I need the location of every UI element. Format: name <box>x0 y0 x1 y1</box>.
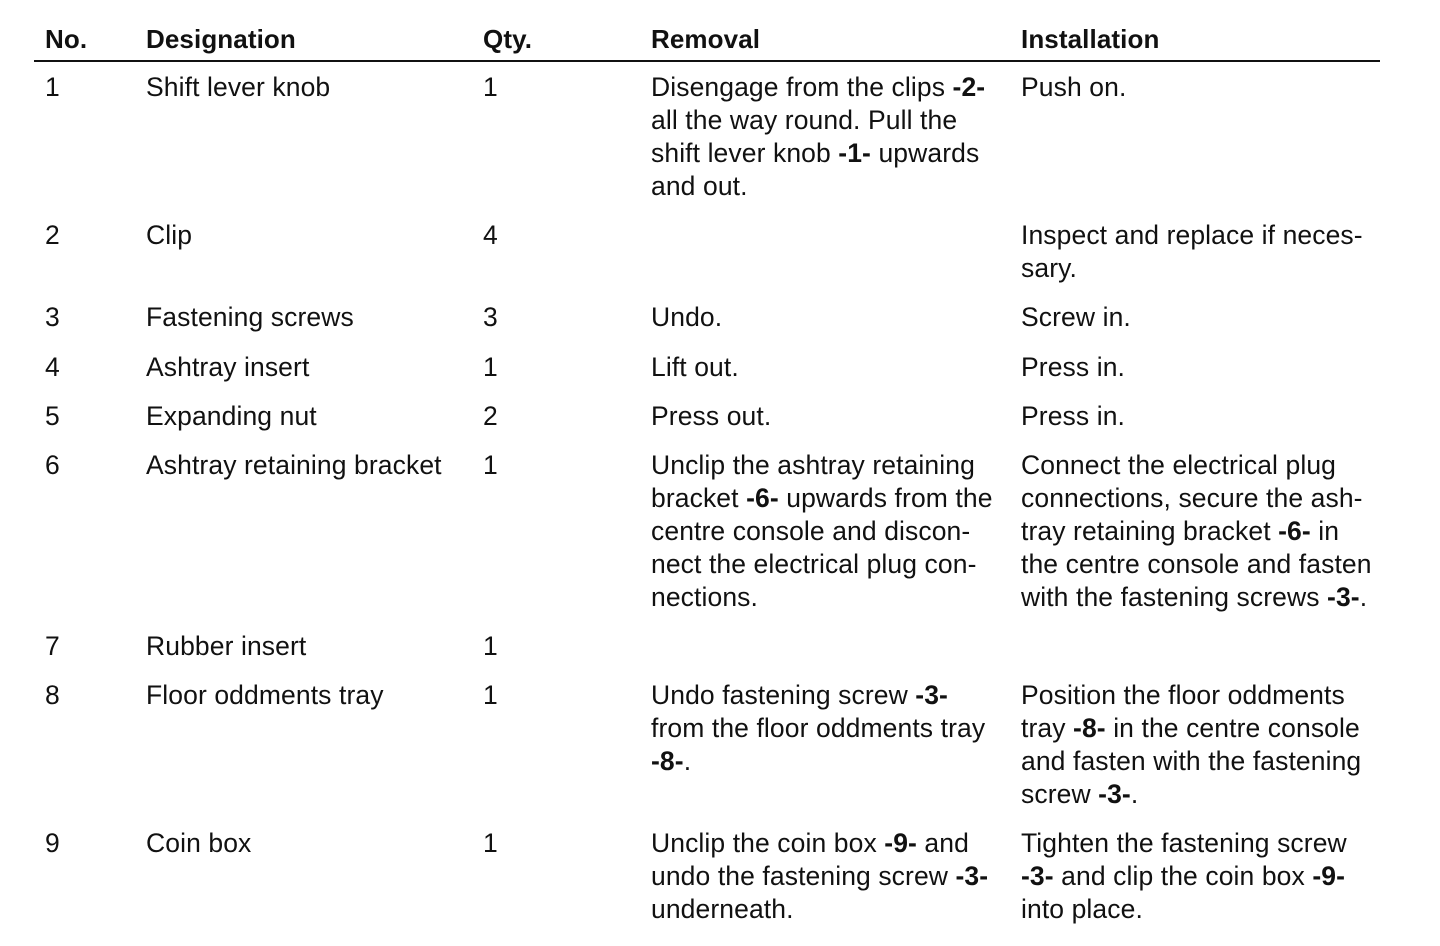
row-installation: Position the floor oddments tray -8- in the centre console and fasten with the fastening screw -3-. <box>1021 680 1362 809</box>
row-designation: Shift lever knob <box>146 72 331 102</box>
table-header <box>0 22 1440 56</box>
row-no: 8 <box>45 680 60 710</box>
header-qty: Qty. <box>483 24 533 54</box>
row-installation: Tighten the fastening screw -3- and clip the coin box -9- into place. <box>1021 828 1347 924</box>
row-installation: Connect the electrical plug connections, secure the ash- tray retaining bracket -6- in the centre console and fasten with the fastening screws -3-. <box>1021 450 1372 612</box>
row-installation: Push on. <box>1021 72 1127 102</box>
row-no: 9 <box>45 828 60 858</box>
part-reference: -3- <box>915 680 948 710</box>
row-designation: Floor oddments tray <box>146 680 384 710</box>
row-removal: Undo fastening screw -3- from the floor oddments tray -8-. <box>651 680 986 776</box>
part-reference: -3- <box>955 861 989 891</box>
row-removal: Press out. <box>651 401 772 431</box>
header-no: No. <box>45 24 88 54</box>
row-no: 6 <box>45 450 60 480</box>
row-qty: 1 <box>483 680 498 710</box>
row-qty: 1 <box>483 631 498 661</box>
row-installation: Press in. <box>1021 352 1125 382</box>
part-reference: -2- <box>952 72 986 102</box>
part-reference: -8- <box>651 746 684 776</box>
row-removal: Disengage from the clips -2- all the way round. Pull the shift lever knob -1- upwards and out. <box>651 72 986 201</box>
row-no: 4 <box>45 352 60 382</box>
row-designation: Clip <box>146 220 193 250</box>
header-removal: Removal <box>651 24 761 54</box>
row-designation: Ashtray insert <box>146 352 310 382</box>
part-reference: -6- <box>746 483 779 513</box>
row-designation: Fastening screws <box>146 302 354 332</box>
row-no: 7 <box>45 631 60 661</box>
part-reference: -1- <box>838 138 871 168</box>
row-designation: Expanding nut <box>146 401 317 431</box>
row-removal: Unclip the coin box -9- and undo the fastening screw -3- underneath. <box>651 828 989 924</box>
part-reference: -8- <box>1073 713 1106 743</box>
row-qty: 1 <box>483 352 498 382</box>
row-removal: Unclip the ashtray retaining bracket -6- upwards from the centre console and discon- nect the electrical plug con- nections. <box>651 450 993 612</box>
row-qty: 2 <box>483 401 498 431</box>
part-reference: -6- <box>1278 516 1311 546</box>
header-divider <box>34 60 1380 62</box>
row-installation: Inspect and replace if neces- sary. <box>1021 220 1363 283</box>
row-removal: Lift out. <box>651 352 739 382</box>
row-qty: 1 <box>483 450 498 480</box>
part-reference: -9- <box>884 828 917 858</box>
row-no: 1 <box>45 72 60 102</box>
row-qty: 1 <box>483 828 498 858</box>
row-designation: Rubber insert <box>146 631 307 661</box>
row-qty: 3 <box>483 302 498 332</box>
row-no: 2 <box>45 220 60 250</box>
part-reference: -3- <box>1098 779 1131 809</box>
row-designation: Coin box <box>146 828 252 858</box>
row-removal: Undo. <box>651 302 723 332</box>
row-designation: Ashtray retaining bracket <box>146 450 442 480</box>
row-qty: 4 <box>483 220 498 250</box>
header-designation: Designation <box>146 24 296 54</box>
row-no: 5 <box>45 401 60 431</box>
part-reference: -9- <box>1312 861 1346 891</box>
row-installation: Screw in. <box>1021 302 1131 332</box>
row-installation: Press in. <box>1021 401 1125 431</box>
row-qty: 1 <box>483 72 498 102</box>
row-no: 3 <box>45 302 60 332</box>
header-installation: Installation <box>1021 24 1160 54</box>
part-reference: -3- <box>1327 582 1360 612</box>
part-reference: -3- <box>1021 861 1054 891</box>
